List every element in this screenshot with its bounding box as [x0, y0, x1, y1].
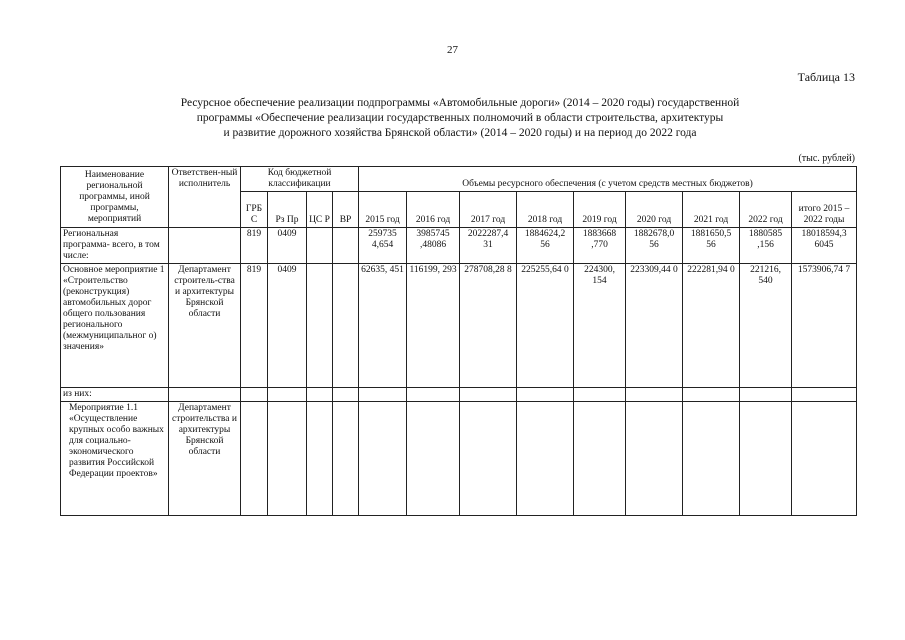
header-budget-code: Код бюджетной классификации — [241, 167, 359, 192]
row-executor: Департамент строитель-ства и архитектуры Брянской области — [169, 264, 241, 388]
row-value-2015 — [359, 402, 407, 516]
row-rzpr — [268, 388, 307, 402]
row-value-2018: 225255,64 0 — [517, 264, 574, 388]
row-rzpr: 0409 — [268, 264, 307, 388]
table-row — [61, 264, 857, 388]
header-executor: Ответствен-ный исполнитель — [169, 167, 241, 228]
header-year-2020: 2020 год — [626, 192, 683, 228]
table-row — [61, 388, 857, 402]
header-year-2017: 2017 год — [460, 192, 517, 228]
row-vr — [333, 388, 359, 402]
row-value-2015 — [359, 388, 407, 402]
row-value-2017: 278708,28 8 — [460, 264, 517, 388]
header-year-2018: 2018 год — [517, 192, 574, 228]
row-value-2022 — [740, 402, 792, 516]
row-value-2020 — [626, 402, 683, 516]
row-csr — [307, 402, 333, 516]
row-value-2020: 1882678,0 56 — [626, 228, 683, 264]
row-value-2017 — [460, 388, 517, 402]
row-vr — [333, 264, 359, 388]
row-value-2015: 62635, 451 — [359, 264, 407, 388]
row-value-2021 — [683, 388, 740, 402]
row-rzpr — [268, 402, 307, 516]
row-value-2022: 221216, 540 — [740, 264, 792, 388]
header-grbs: ГРБ С — [241, 192, 268, 228]
row-value-2019: 1883668 ,770 — [574, 228, 626, 264]
row-grbs — [241, 402, 268, 516]
row-grbs: 819 — [241, 228, 268, 264]
row-value-2016: 116199, 293 — [407, 264, 460, 388]
header-vr: ВР — [333, 192, 359, 228]
row-executor: Департамент строительства и архитектуры Брянской области — [169, 402, 241, 516]
row-name: из них: — [61, 388, 169, 402]
row-rzpr: 0409 — [268, 228, 307, 264]
resource-table — [60, 166, 857, 516]
row-value-2021: 222281,94 0 — [683, 264, 740, 388]
row-value-2020: 223309,44 0 — [626, 264, 683, 388]
row-csr — [307, 388, 333, 402]
row-value-2016 — [407, 402, 460, 516]
row-value-2019 — [574, 388, 626, 402]
row-grbs — [241, 388, 268, 402]
row-value-2021 — [683, 402, 740, 516]
row-executor — [169, 228, 241, 264]
row-value-2016 — [407, 388, 460, 402]
row-csr — [307, 264, 333, 388]
header-year-2015: 2015 год — [359, 192, 407, 228]
row-value-2018 — [517, 388, 574, 402]
row-total: 18018594,3 6045 — [792, 228, 857, 264]
table-label: Таблица 13 — [797, 70, 855, 84]
header-csr: ЦС Р — [307, 192, 333, 228]
title-line-1: Ресурсное обеспечение реализации подпрограммы «Автомобильные дороги» (2014 – 2020 годы) государственной — [180, 97, 740, 109]
header-year-2019: 2019 год — [574, 192, 626, 228]
header-rzpr: Рз Пр — [268, 192, 307, 228]
title-line-3: и развитие дорожного хозяйства Брянской области» (2014 – 2020 годы) и на период до 2022 года — [223, 127, 697, 139]
row-value-2017 — [460, 402, 517, 516]
table-row — [61, 402, 857, 516]
row-value-2017: 2022287,4 31 — [460, 228, 517, 264]
row-vr — [333, 228, 359, 264]
row-value-2021: 1881650,5 56 — [683, 228, 740, 264]
row-total — [792, 402, 857, 516]
page-number: 27 — [447, 44, 458, 56]
row-value-2020 — [626, 388, 683, 402]
row-executor — [169, 388, 241, 402]
header-name: Наименование региональной программы, иной программы, мероприятий — [61, 167, 169, 228]
row-total: 1573906,74 7 — [792, 264, 857, 388]
row-value-2016: 3985745 ,48086 — [407, 228, 460, 264]
row-total — [792, 388, 857, 402]
row-name: Региональная программа- всего, в том числе: — [61, 228, 169, 264]
row-csr — [307, 228, 333, 264]
header-year-2016: 2016 год — [407, 192, 460, 228]
row-value-2018: 1884624,2 56 — [517, 228, 574, 264]
header-year-2021: 2021 год — [683, 192, 740, 228]
header-total: итого 2015 – 2022 годы — [792, 192, 857, 228]
title-line-2: программы «Обеспечение реализации государственных полномочий в области строительства, архитектуры — [196, 112, 724, 124]
row-grbs: 819 — [241, 264, 268, 388]
document-title — [100, 96, 820, 141]
row-value-2019 — [574, 402, 626, 516]
header-volumes: Объемы ресурсного обеспечения (с учетом средств местных бюджетов) — [359, 167, 857, 192]
table-row — [61, 228, 857, 264]
row-value-2018 — [517, 402, 574, 516]
row-value-2022 — [740, 388, 792, 402]
row-value-2015: 259735 4,654 — [359, 228, 407, 264]
header-year-2022: 2022 год — [740, 192, 792, 228]
row-vr — [333, 402, 359, 516]
row-value-2019: 224300, 154 — [574, 264, 626, 388]
row-value-2022: 1880585 ,156 — [740, 228, 792, 264]
row-name: Основное мероприятие 1 «Строительство (реконструкция) автомобильных дорог общего пользования регионального (межмуниципальног о) значения» — [61, 264, 169, 388]
row-name: Мероприятие 1.1 «Осуществление крупных особо важных для социально-экономического развития Российской Федерации проектов» — [61, 402, 169, 516]
units-label: (тыс. рублей) — [798, 153, 855, 164]
